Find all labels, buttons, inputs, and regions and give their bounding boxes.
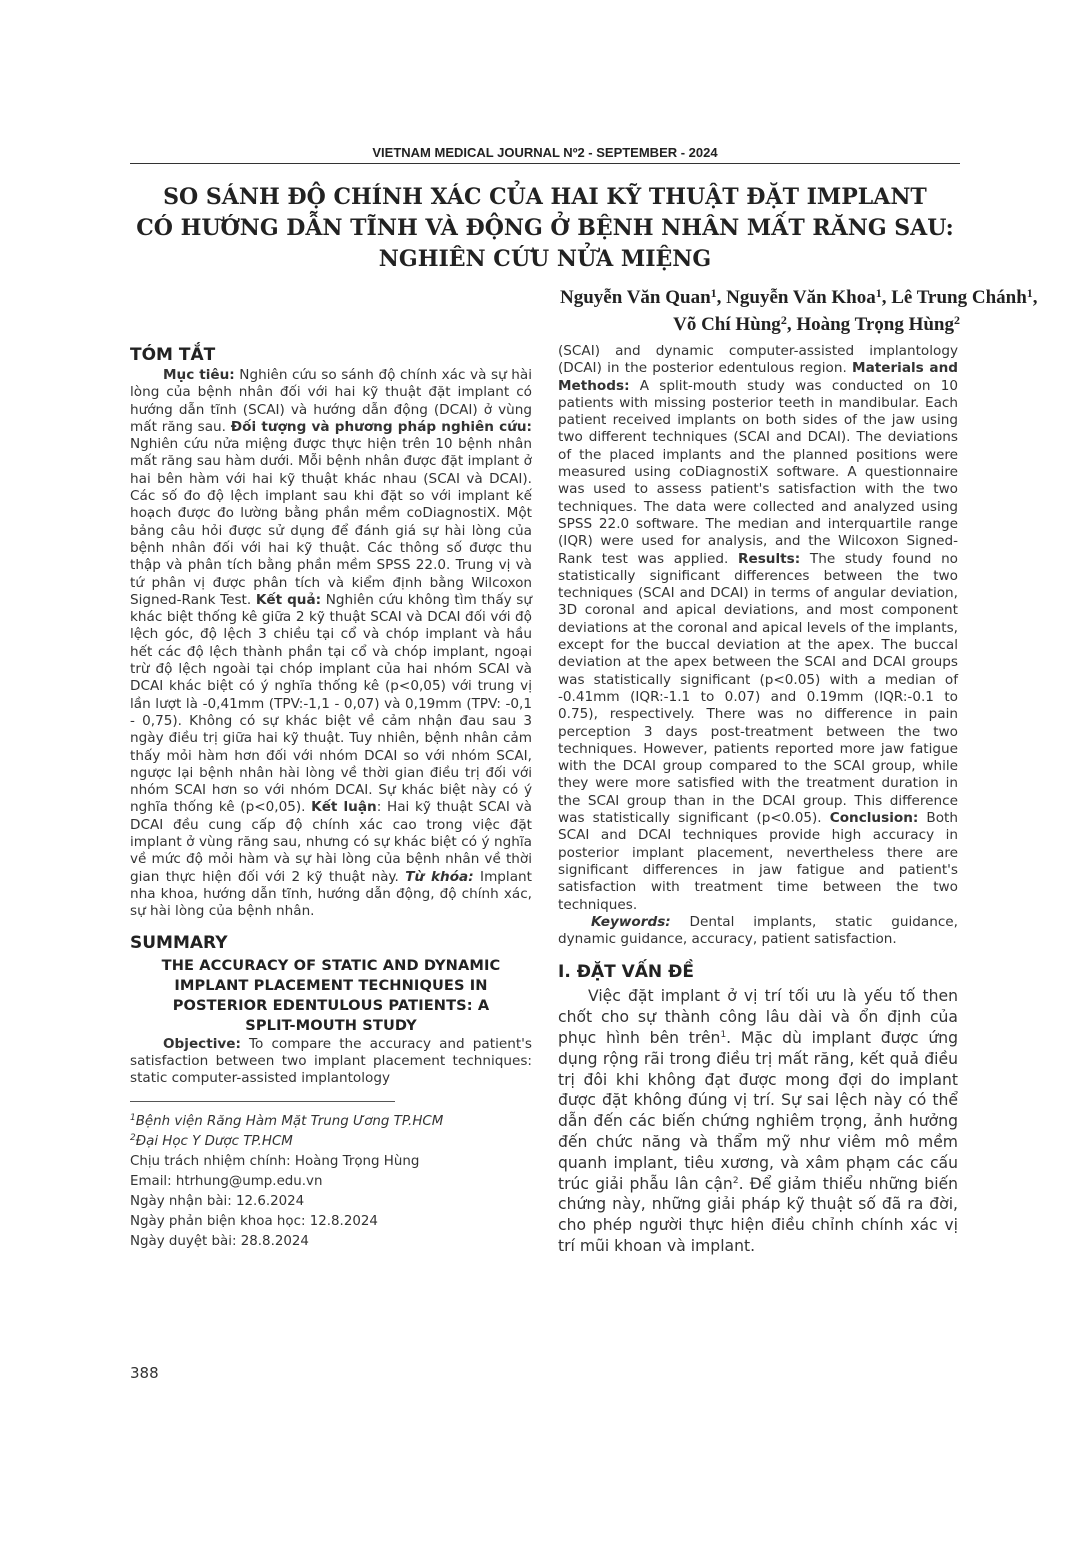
summary-keywords	[558, 914, 958, 949]
keywords-text: Implant nha khoa, hướng dẫn tĩnh, hướng dẫn động, độ chính xác, sự hài lòng của bệnh nhân.	[130, 868, 532, 920]
article-title	[130, 182, 960, 275]
affiliation-marker: 1	[875, 286, 882, 300]
citation-marker: 2	[732, 1175, 739, 1186]
citation-marker: 1	[720, 1029, 727, 1040]
left-column	[130, 345, 532, 1252]
body-text: . Mặc dù implant được ứng dụng rộng rãi trong điều trị mất răng, kết quả điều trị đôi khi không đạt được mong đợi do implant được đặt không đúng vị trí. Sự sai lệch này có thể dẫn đến các biến chứng nghiêm trọng, ảnh hưởng đến chức năng và thẩm mỹ như viêm mô mềm quanh implant, tiêu xương, và xâm phạm các cấu trúc giải phẫu lân cận	[558, 1028, 958, 1193]
footnote-rule	[130, 1101, 395, 1102]
title-line: SO SÁNH ĐỘ CHÍNH XÁC CỦA HAI KỸ THUẬT ĐẶT IMPLANT	[163, 184, 927, 210]
author-name: Hoàng Trọng Hùng	[796, 314, 954, 335]
keywords-label: Keywords:	[591, 913, 671, 930]
summary-text-start	[130, 1036, 532, 1088]
summary-title	[130, 956, 532, 1036]
lead-label: Materials and Methods:	[558, 360, 958, 394]
affiliation-1	[130, 1112, 532, 1132]
body-text: The study found no statistically significant differences between the two techniques (SCAI and DCAI) in terms of angular deviation, 3D coronal and apical deviations, and most component deviations at the coronal and apical levels of the implants, except for the buccal deviation at the apex. The buccal deviation at the apex between the SCAI and DCAI groups was statistically significant (p<0.05) with a median of -0.41mm (IQR:-1.1 to 0.07) and 0.19mm (IQR:-0.1 to 0.75), respectively. There was no difference in pain perception 3 days post-treatment between the two techniques. However, patients reported more jaw fatigue with the DCAI group compared to the SCAI group, while they were more satisfied with the treatment duration in the SCAI group than in the DCAI group. This difference was statistically significant (p<0.05).	[558, 550, 958, 827]
lead-label: Conclusion:	[829, 810, 919, 827]
date-accepted: Ngày duyệt bài: 28.8.2024	[130, 1234, 309, 1250]
keywords-text: Dental implants, static guidance, dynamic guidance, accuracy, patient satisfaction.	[558, 913, 958, 948]
author-line: Nguyễn Văn Quan$^1$, Nguyễn Văn Khoa$^1$, Lê Trung Chánh$^1$,	[560, 286, 1038, 308]
right-column	[558, 343, 958, 1257]
summary-heading: SUMMARY	[130, 932, 228, 953]
affiliation-marker: 1	[1026, 286, 1033, 300]
body-text: (SCAI) and dynamic computer-assisted implantology (DCAI) in the posterior edentulous region.	[558, 343, 958, 377]
body-text: To compare the accuracy and patient's satisfaction between two implant placement techniques: static computer-assisted implantology	[130, 1035, 532, 1087]
abstract-vi-heading: TÓM TẮT	[130, 345, 216, 365]
summary-title-line: POSTERIOR EDENTULOUS PATIENTS: A	[172, 996, 490, 1014]
body-text: Both SCAI and DCAI techniques provide high accuracy in posterior implant placement, nevertheless there are significant differences in jaw fatigue and patient's satisfaction with treatment time between the two techniques.	[558, 810, 958, 913]
body-text: : Hai kỹ thuật SCAI và DCAI đều cung cấp độ chính xác cao trong việc đặt implant ở vùng răng sau, nhưng có sự khác biệt có ý nghĩa về mức độ mỏi hàm và sự hài lòng của bệnh nhân về thời gian thực hiện đối với 2 kỹ thuật này.	[130, 799, 532, 885]
running-head: VIETNAM MEDICAL JOURNAL Nº2 - SEPTEMBER - 2024	[372, 145, 718, 160]
lead-label: Kết quả:	[255, 591, 322, 608]
title-line: CÓ HƯỚNG DẪN TĨNH VÀ ĐỘNG Ở BỆNH NHÂN MẤT RĂNG SAU:	[136, 215, 954, 241]
date-reviewed: Ngày phản biện khoa học: 12.8.2024	[130, 1214, 378, 1230]
lead-label: Mục tiêu:	[163, 367, 235, 383]
author-line: Võ Chí Hùng$^2$, Hoàng Trọng Hùng$^2$	[673, 313, 960, 335]
affiliation-marker: 1	[710, 286, 717, 300]
lead-label: Objective:	[163, 1035, 241, 1052]
email: Email: htrhung@ump.edu.vn	[130, 1174, 323, 1190]
footnote-marker: 2	[130, 1133, 136, 1144]
author-name: Nguyễn Văn Quan	[560, 287, 711, 308]
abstract-vi-text	[130, 367, 532, 921]
author-name: Nguyễn Văn Khoa	[726, 287, 876, 308]
intro-text	[558, 986, 958, 1256]
body-text: Việc đặt implant ở vị trí tối ưu là yếu tố then chốt cho sự thành công lâu dài và ổn định của phục hình bên trên	[558, 987, 958, 1047]
affiliation-2	[130, 1132, 532, 1152]
author-list	[560, 284, 1038, 338]
summary-title-line: SPLIT-MOUTH STUDY	[245, 1016, 417, 1034]
summary-title-line: IMPLANT PLACEMENT TECHNIQUES IN	[174, 976, 488, 994]
footnote-text: Đại Học Y Dược TP.HCM	[135, 1134, 293, 1150]
lead-label: Kết luận	[311, 799, 377, 816]
intro-heading: I. ĐẶT VẤN ĐỀ	[558, 962, 694, 983]
title-line: NGHIÊN CỨU NỬA MIỆNG	[378, 246, 712, 272]
corresponding-author: Chịu trách nhiệm chính: Hoàng Trọng Hùng	[130, 1154, 420, 1170]
date-received: Ngày nhận bài: 12.6.2024	[130, 1194, 305, 1210]
author-name: Võ Chí Hùng	[673, 314, 781, 335]
body-text: A split-mouth study was conducted on 10 patients with missing posterior teeth in mandibular. Each patient received implants on both sides of the jaw using two different techniques (SCAI and DCAI). The deviations of the placed implants and the planned positions were measured using coDiagnostiX software. A questionnaire was used to assess patient's satisfaction with the two techniques. The data were collected and analyzed using SPSS 22.0 software. The median and interquartile range (IQR) were used for analysis, and the Wilcoxon Signed-Rank test was applied.	[558, 377, 958, 567]
author-name: Lê Trung Chánh	[891, 287, 1027, 308]
affiliation-marker: 2	[780, 313, 787, 327]
footnote-text: Bệnh viện Răng Hàm Mặt Trung Ương TP.HCM	[135, 1114, 444, 1130]
body-text: . Để giảm thiểu những biến chứng này, những giải pháp kỹ thuật số đã ra đời, cho phép người thực hiện điều chỉnh chính xác vị trí mũi khoan và implant.	[558, 1174, 959, 1255]
lead-label: Results:	[738, 550, 801, 567]
header-rule	[130, 163, 960, 164]
lead-label: Đối tượng và phương pháp nghiên cứu:	[230, 418, 532, 435]
body-text: Nghiên cứu so sánh độ chính xác và sự hài lòng của bệnh nhân đối với hai kỹ thuật đặt implant có hướng dẫn tĩnh (SCAI) và hướng dẫn động (DCAI) ở vùng mất răng sau.	[130, 367, 532, 435]
body-text: Nghiên cứu không tìm thấy sự khác biệt thống kê giữa 2 kỹ thuật SCAI và DCAI đối với độ lệch góc, độ lệch 3 chiều tại cổ và chóp implant và hầu hết các độ lệch thành phần tại cổ và chóp implant, ngoại trừ độ lệch ngoài tại chóp implant của hai nhóm SCAI và DCAI khác biệt có ý nghĩa thống kê (p<0,05) với trung vị lần lượt là -0,41mm (TPV:-1,1 - 0,07) và 0,19mm (TPV: -0,1 - 0,75). Không có sự khác biệt về cảm nhận đau sau 3 ngày điều trị giữa hai kỹ thuật. Tuy nhiên, bệnh nhân cảm thấy mỏi hàm hơn đối với nhóm DCAI so với nhóm SCAI, ngược lại bệnh nhân hài lòng về thời gian điều trị đối với nhóm SCAI hơn so với nhóm DCAI. Sự khác biệt này có ý nghĩa thống kê (p<0,05).	[130, 591, 533, 816]
summary-title-line: THE ACCURACY OF STATIC AND DYNAMIC	[161, 956, 501, 974]
keywords-label: Từ khóa:	[405, 868, 474, 885]
page-number: 388	[130, 1364, 159, 1382]
footnote-marker: 1	[130, 1113, 136, 1124]
affiliation-marker: 2	[954, 313, 960, 327]
body-text: Nghiên cứu nửa miệng được thực hiện trên 10 bệnh nhân mất răng sau hàm dưới. Mỗi bệnh nhân được đặt implant ở hai bên hàm với hai kỹ thuật khác nhau (SCAI và DCAI). Các số đo độ lệch implant sau khi đặt so với implant kế hoạch được đo lường bằng phần mềm coDiagnostiX. Một bảng câu hỏi được sử dụng để đánh giá sự hài lòng của bệnh nhân đối với hai kỹ thuật. Các thông số được thu thập và phân tích bằng phần mềm SPSS 22.0. Trung vị và tứ phân vị được phân tích và kiểm định bằng Wilcoxon Signed-Rank Test.	[130, 436, 532, 608]
summary-text-continued	[558, 343, 958, 914]
